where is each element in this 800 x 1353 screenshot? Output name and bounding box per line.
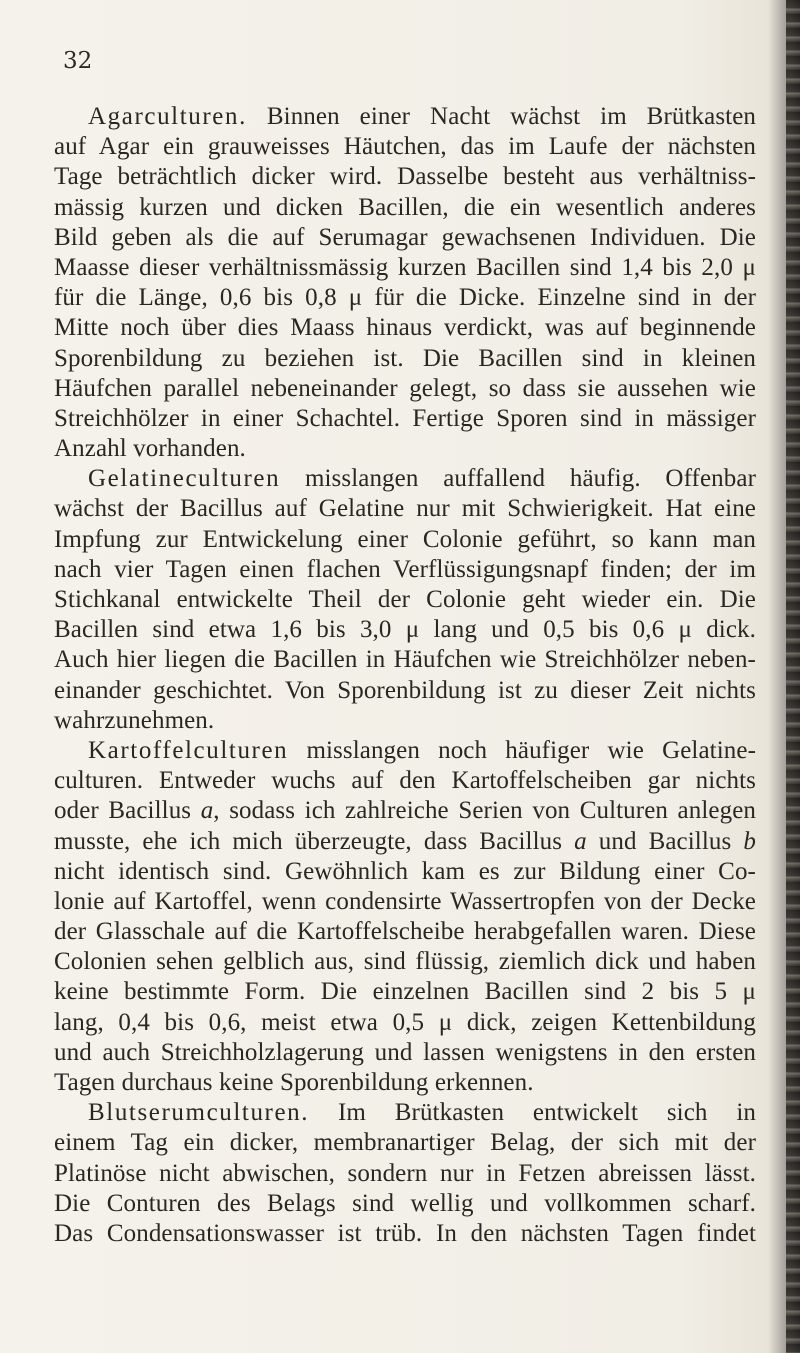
italic-letter: a bbox=[200, 797, 214, 825]
paragraph-line: Das Condensationswasser ist trüb. In den nächsten Tagen findet bbox=[54, 1219, 756, 1247]
paragraph-line: Bild geben als die auf Serumagar gewachsenen Individuen. Die bbox=[54, 223, 756, 251]
paragraph-line: Die Conturen des Belags sind wellig und vollkommen scharf. bbox=[54, 1189, 756, 1217]
paragraph-line: Maasse dieser verhältnissmässig kurzen Bacillen sind 1,4 bis 2,0 μ bbox=[54, 253, 756, 281]
paragraph-line: mässig kurzen und dicken Bacillen, die ein wesentlich anderes bbox=[54, 193, 756, 221]
section-heading: Gelatineculturen bbox=[88, 465, 281, 493]
italic-letter: b bbox=[743, 827, 756, 855]
paragraph-line: und auch Streichholzlagerung und lassen wenigstens in den ersten bbox=[54, 1038, 756, 1066]
paragraph-line: nicht identisch sind. Gewöhnlich kam es zur Bildung einer Co- bbox=[54, 857, 756, 885]
italic-letter: a bbox=[574, 827, 587, 855]
paragraph-line: oder Bacillus a, sodass ich zahlreiche Serien von Culturen anlegen bbox=[54, 797, 756, 825]
paragraph-line: Blutserumculturen. Im Brütkasten entwickelt sich in bbox=[88, 1099, 756, 1127]
section-heading: Agarculturen. bbox=[88, 103, 247, 130]
paragraph-line: Stichkanal entwickelte Theil der Colonie geht wieder ein. Die bbox=[54, 586, 756, 613]
paragraph-line: Platinöse nicht abwischen, sondern nur in Fetzen abreissen lässt. bbox=[54, 1159, 756, 1187]
body-text bbox=[54, 102, 756, 1249]
paragraph-line: nach vier Tagen einen flachen Verflüssigungsnapf finden; der im bbox=[54, 555, 756, 583]
paragraph-line: Gelatineculturen misslangen auffallend häufig. Offenbar bbox=[88, 465, 756, 493]
paragraph-line: musste, ehe ich mich überzeugte, dass Bacillus a und Bacillus b bbox=[54, 827, 756, 855]
paragraph-line: Auch hier liegen die Bacillen in Häufchen wie Streichhölzer neben- bbox=[54, 646, 756, 674]
paragraph-line: einander geschichtet. Von Sporenbildung ist zu dieser Zeit nichts bbox=[54, 676, 756, 704]
paragraph-line: Streichhölzer in einer Schachtel. Fertige Sporen sind in mässiger bbox=[54, 404, 756, 432]
paragraph-line: Agarculturen. Binnen einer Nacht wächst im Brütkasten bbox=[88, 103, 756, 130]
page-number: 32 bbox=[63, 48, 93, 74]
paragraph-line: Impfung zur Entwickelung einer Colonie geführt, so kann man bbox=[54, 525, 756, 553]
paragraph-line: keine bestimmte Form. Die einzelnen Bacillen sind 2 bis 5 μ bbox=[54, 978, 756, 1006]
paragraph-line: Anzahl vorhanden. bbox=[54, 435, 246, 463]
paragraph-line: lang, 0,4 bis 0,6, meist etwa 0,5 μ dick, zeigen Kettenbildung bbox=[54, 1008, 756, 1036]
paragraph-line: lonie auf Kartoffel, wenn condensirte Wassertropfen von der Decke bbox=[54, 887, 756, 915]
paragraph-line: der Glasschale auf die Kartoffelscheibe herabgefallen waren. Diese bbox=[54, 918, 756, 946]
paragraph-line: einem Tag ein dicker, membranartiger Belag, der sich mit der bbox=[54, 1129, 756, 1157]
paragraph-line: Tagen durchaus keine Sporenbildung erkennen. bbox=[54, 1069, 534, 1096]
paragraph-line: Häufchen parallel nebeneinander gelegt, so dass sie aussehen wie bbox=[54, 374, 756, 402]
paragraph-line: wächst der Bacillus auf Gelatine nur mit Schwierigkeit. Hat eine bbox=[54, 495, 756, 523]
section-heading: Blutserumculturen. bbox=[88, 1099, 310, 1127]
paragraph-line: culturen. Entweder wuchs auf den Kartoffelscheiben gar nichts bbox=[54, 767, 756, 795]
section-heading: Kartoffelculturen bbox=[88, 736, 289, 764]
paragraph-line: Sporenbildung zu beziehen ist. Die Bacillen sind in kleinen bbox=[54, 344, 756, 372]
page-edge-shadow bbox=[786, 0, 800, 1353]
paragraph-line: Bacillen sind etwa 1,6 bis 3,0 μ lang und 0,5 bis 0,6 μ dick. bbox=[54, 616, 756, 644]
paragraph-line: auf Agar ein grauweisses Häutchen, das im Laufe der nächsten bbox=[54, 133, 756, 161]
paragraph-line: Colonien sehen gelblich aus, sind flüssig, ziemlich dick und haben bbox=[54, 948, 756, 976]
paragraph-line: für die Länge, 0,6 bis 0,8 μ für die Dicke. Einzelne sind in der bbox=[54, 284, 756, 312]
paragraph-line: Mitte noch über dies Maass hinaus verdickt, was auf beginnende bbox=[54, 314, 756, 342]
paragraph-line: Kartoffelculturen misslangen noch häufiger wie Gelatine- bbox=[88, 736, 756, 764]
paragraph-line: wahrzunehmen. bbox=[54, 706, 215, 734]
paragraph-line: Tage beträchtlich dicker wird. Dasselbe besteht aus verhältniss- bbox=[54, 163, 756, 191]
